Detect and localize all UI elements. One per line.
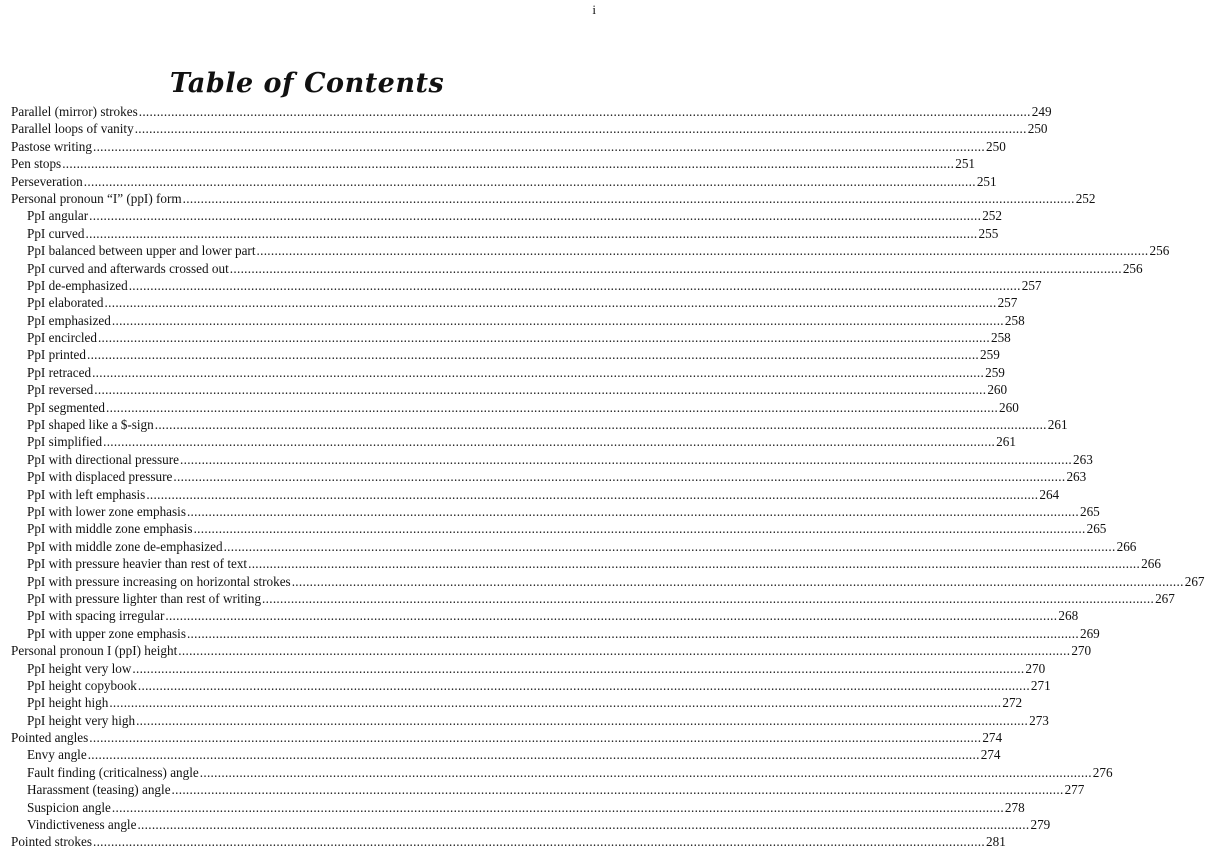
toc-entry[interactable] [11, 729, 1003, 746]
toc-entry-page: 257 [997, 295, 1018, 311]
toc-entry-page: 256 [1122, 260, 1143, 276]
page-title: Table of Contents [169, 68, 445, 100]
toc-entry-label: Pointed angles [11, 730, 89, 746]
toc-dot-leader: ........................................................................................................................................................................................................................................................ [111, 312, 1004, 328]
toc-entry-label: PpI shaped like a $-sign [27, 417, 154, 433]
toc-entry-label: Suspicion angle [27, 799, 111, 815]
toc-entry-label: Fault finding (criticalness) angle [27, 764, 199, 780]
toc-entry[interactable] [11, 694, 1023, 711]
toc-dot-leader: ........................................................................................................................................................................................................................................................ [229, 260, 1122, 276]
toc-entry-label: PpI with displaced pressure [27, 469, 173, 485]
toc-dot-leader: ........................................................................................................................................................................................................................................................ [223, 538, 1116, 554]
toc-entry-page: 267 [1184, 573, 1205, 589]
toc-entry-page: 273 [1029, 712, 1049, 728]
toc-dot-leader: ........................................................................................................................................................................................................................................................ [137, 677, 1030, 693]
toc-dot-leader: ........................................................................................................................................................................................................................................................ [146, 486, 1039, 502]
toc-entry-label: Vindictiveness angle [27, 817, 137, 833]
toc-entry[interactable] [11, 538, 1137, 555]
toc-entry-page: 270 [1025, 660, 1046, 676]
toc-entry-page: 252 [982, 208, 1002, 224]
toc-entry-page: 258 [990, 330, 1011, 346]
toc-dot-leader: ........................................................................................................................................................................................................................................................ [128, 277, 1021, 293]
toc-entry-page: 251 [976, 173, 997, 189]
toc-entry-label: PpI with spacing irregular [27, 608, 165, 624]
toc-dot-leader: ........................................................................................................................................................................................................................................................ [193, 521, 1086, 537]
toc-entry-label: PpI with middle zone de-emphasized [27, 538, 223, 554]
toc-entry-page: 268 [1058, 608, 1079, 624]
toc-entry-label: PpI retraced [27, 364, 92, 380]
toc-entry-page: 272 [1002, 695, 1023, 711]
toc-entry-page: 249 [1031, 104, 1052, 119]
toc-entry-page: 261 [996, 434, 1016, 450]
toc-entry-label: PpI with pressure lighter than rest of writing [27, 590, 262, 606]
toc-entry-page: 269 [1079, 625, 1100, 641]
toc-entry-label: PpI with upper zone emphasis [27, 625, 186, 641]
toc-entry-page: 277 [1064, 782, 1085, 798]
toc-entry-page: 278 [1004, 799, 1025, 815]
toc-entry[interactable] [11, 399, 1019, 416]
toc-entry-label: PpI printed [27, 347, 86, 363]
toc-entry-page: 274 [980, 747, 1001, 763]
toc-entry-label: PpI curved [27, 225, 85, 241]
toc-dot-leader: ........................................................................................................................................................................................................................................................ [89, 730, 982, 746]
toc-entry-label: Pen stops [11, 156, 62, 172]
toc-list [11, 103, 1205, 851]
toc-entry-page: 260 [999, 399, 1019, 415]
toc-dot-leader: ........................................................................................................................................................................................................................................................ [132, 660, 1025, 676]
toc-entry[interactable] [11, 260, 1143, 277]
toc-dot-leader: ........................................................................................................................................................................................................................................................ [104, 295, 997, 311]
toc-dot-leader: ........................................................................................................................................................................................................................................................ [178, 643, 1071, 659]
toc-entry-label: PpI emphasized [27, 312, 111, 328]
toc-entry[interactable] [11, 520, 1107, 537]
toc-entry-page: 259 [985, 364, 1005, 380]
toc-entry-page: 274 [982, 730, 1003, 746]
toc-entry-page: 256 [1149, 243, 1170, 259]
toc-entry[interactable] [11, 555, 1161, 572]
toc-entry-label: PpI with pressure increasing on horizontal strokes [27, 573, 291, 589]
toc-dot-leader: ........................................................................................................................................................................................................................................................ [182, 190, 1075, 206]
toc-dot-leader: ........................................................................................................................................................................................................................................................ [137, 817, 1030, 833]
toc-entry-label: PpI height very high [27, 712, 136, 728]
toc-entry[interactable] [11, 294, 1018, 311]
toc-dot-leader: ........................................................................................................................................................................................................................................................ [94, 382, 987, 398]
toc-entry[interactable] [11, 381, 1008, 398]
toc-entry-label: PpI reversed [27, 382, 94, 398]
toc-entry[interactable] [11, 486, 1060, 503]
toc-dot-leader: ........................................................................................................................................................................................................................................................ [134, 121, 1027, 137]
toc-entry-label: PpI with pressure heavier than rest of text [27, 556, 248, 572]
toc-entry-page: 255 [978, 225, 999, 241]
toc-entry-page: 266 [1141, 556, 1161, 572]
toc-entry-page: 266 [1116, 538, 1137, 554]
toc-dot-leader: ........................................................................................................................................................................................................................................................ [186, 503, 1079, 519]
toc-entry-label: PpI simplified [27, 434, 103, 450]
toc-entry[interactable] [11, 503, 1100, 520]
toc-entry-label: Envy angle [27, 747, 87, 763]
toc-entry[interactable] [11, 625, 1100, 642]
toc-entry-page: 265 [1079, 503, 1100, 519]
toc-dot-leader: ........................................................................................................................................................................................................................................................ [136, 712, 1029, 728]
toc-entry-page: 279 [1030, 817, 1051, 833]
toc-entry[interactable] [11, 103, 1052, 120]
toc-entry-label: PpI curved and afterwards crossed out [27, 260, 229, 276]
toc-entry[interactable] [11, 607, 1079, 624]
toc-entry[interactable] [11, 242, 1170, 259]
toc-entry-label: Parallel loops of vanity [11, 121, 134, 137]
toc-entry[interactable] [11, 138, 1006, 155]
toc-entry-page: 263 [1073, 451, 1093, 467]
toc-entry[interactable] [11, 764, 1113, 781]
toc-entry[interactable] [11, 677, 1051, 694]
toc-entry-page: 265 [1086, 521, 1107, 537]
toc-entry-label: PpI height very low [27, 660, 132, 676]
toc-dot-leader: ........................................................................................................................................................................................................................................................ [83, 173, 976, 189]
toc-entry-label: Perseveration [11, 173, 83, 189]
toc-entry-label: Pointed strokes [11, 834, 92, 850]
toc-dot-leader: ........................................................................................................................................................................................................................................................ [62, 156, 955, 172]
toc-entry[interactable] [11, 816, 1051, 833]
toc-entry-label: PpI height high [27, 695, 109, 711]
toc-entry-label: Pastose writing [11, 138, 92, 154]
toc-entry-page: 264 [1039, 486, 1060, 502]
toc-entry-label: PpI de-emphasized [27, 277, 128, 293]
toc-entry[interactable] [11, 590, 1175, 607]
toc-entry[interactable] [11, 712, 1049, 729]
toc-entry[interactable] [11, 799, 1025, 816]
toc-entry-label: PpI segmented [27, 399, 106, 415]
toc-entry[interactable] [11, 120, 1048, 137]
toc-entry[interactable] [11, 190, 1096, 207]
toc-entry-label: PpI with middle zone emphasis [27, 521, 193, 537]
toc-dot-leader: ........................................................................................................................................................................................................................................................ [262, 590, 1155, 606]
toc-entry-page: 281 [986, 834, 1006, 850]
toc-entry-page: 250 [1027, 121, 1048, 137]
toc-entry-label: Personal pronoun I (ppI) height [11, 643, 178, 659]
toc-entry-page: 258 [1004, 312, 1025, 328]
toc-dot-leader: ........................................................................................................................................................................................................................................................ [171, 782, 1064, 798]
toc-entry-label: PpI height copybook [27, 677, 137, 693]
toc-entry-label: PpI angular [27, 208, 89, 224]
toc-entry[interactable] [11, 468, 1087, 485]
toc-entry[interactable] [11, 660, 1046, 677]
toc-entry-label: PpI with directional pressure [27, 451, 179, 467]
toc-entry-page: 267 [1155, 590, 1175, 606]
toc-entry-page: 259 [980, 347, 1000, 363]
toc-entry[interactable] [11, 642, 1092, 659]
toc-entry-label: Parallel (mirror) strokes [11, 104, 138, 119]
toc-dot-leader: ........................................................................................................................................................................................................................................................ [291, 573, 1184, 589]
toc-dot-leader: ........................................................................................................................................................................................................................................................ [97, 330, 990, 346]
toc-dot-leader: ........................................................................................................................................................................................................................................................ [165, 608, 1058, 624]
toc-dot-leader: ........................................................................................................................................................................................................................................................ [248, 556, 1141, 572]
toc-dot-leader: ........................................................................................................................................................................................................................................................ [111, 799, 1004, 815]
toc-dot-leader: ........................................................................................................................................................................................................................................................ [256, 243, 1149, 259]
toc-entry[interactable] [11, 277, 1042, 294]
toc-entry-page: 251 [955, 156, 976, 172]
toc-dot-leader: ........................................................................................................................................................................................................................................................ [92, 364, 985, 380]
toc-entry-page: 261 [1047, 417, 1068, 433]
toc-dot-leader: ........................................................................................................................................................................................................................................................ [180, 451, 1073, 467]
toc-dot-leader: ........................................................................................................................................................................................................................................................ [92, 834, 985, 850]
toc-entry[interactable] [11, 346, 1000, 363]
toc-dot-leader: ........................................................................................................................................................................................................................................................ [154, 417, 1047, 433]
toc-dot-leader: ........................................................................................................................................................................................................................................................ [86, 347, 980, 363]
toc-entry-label: Personal pronoun “I” (ppI) form [11, 190, 182, 206]
toc-entry-page: 271 [1030, 677, 1051, 693]
page-number: i [592, 2, 596, 17]
toc-dot-leader: ........................................................................................................................................................................................................................................................ [186, 625, 1079, 641]
toc-entry-label: PpI balanced between upper and lower part [27, 243, 256, 259]
toc-entry-label: PpI with lower zone emphasis [27, 503, 186, 519]
toc-dot-leader: ........................................................................................................................................................................................................................................................ [85, 225, 978, 241]
toc-dot-leader: ........................................................................................................................................................................................................................................................ [199, 764, 1092, 780]
toc-entry-page: 263 [1066, 469, 1087, 485]
toc-entry[interactable] [11, 329, 1011, 346]
toc-entry-page: 276 [1092, 764, 1113, 780]
toc-entry-label: PpI with left emphasis [27, 486, 146, 502]
toc-entry-page: 252 [1075, 190, 1096, 206]
toc-entry[interactable] [11, 433, 1016, 450]
toc-entry[interactable] [11, 573, 1205, 590]
toc-entry-label: Harassment (teasing) angle [27, 782, 171, 798]
toc-entry[interactable] [11, 416, 1068, 433]
toc-dot-leader: ........................................................................................................................................................................................................................................................ [106, 399, 999, 415]
toc-dot-leader: ........................................................................................................................................................................................................................................................ [87, 747, 980, 763]
toc-entry[interactable] [11, 207, 1002, 224]
toc-entry[interactable] [11, 781, 1085, 798]
toc-entry[interactable] [11, 312, 1025, 329]
toc-entry[interactable] [11, 746, 1001, 763]
toc-entry-page: 257 [1021, 277, 1042, 293]
toc-entry-page: 250 [986, 138, 1006, 154]
toc-entry-page: 260 [987, 382, 1008, 398]
toc-entry[interactable] [11, 451, 1093, 468]
toc-dot-leader: ........................................................................................................................................................................................................................................................ [109, 695, 1002, 711]
toc-dot-leader: ........................................................................................................................................................................................................................................................ [173, 469, 1066, 485]
toc-entry[interactable] [11, 364, 1005, 381]
toc-entry[interactable] [11, 155, 976, 172]
toc-dot-leader: ........................................................................................................................................................................................................................................................ [138, 104, 1031, 119]
toc-entry[interactable] [11, 225, 999, 242]
toc-entry-label: PpI elaborated [27, 295, 104, 311]
toc-entry[interactable] [11, 833, 1006, 850]
toc-entry[interactable] [11, 173, 997, 190]
toc-dot-leader: ........................................................................................................................................................................................................................................................ [92, 138, 985, 154]
toc-entry-page: 270 [1071, 643, 1092, 659]
toc-dot-leader: ........................................................................................................................................................................................................................................................ [89, 208, 982, 224]
toc-dot-leader: ........................................................................................................................................................................................................................................................ [103, 434, 996, 450]
toc-entry-label: PpI encircled [27, 330, 97, 346]
